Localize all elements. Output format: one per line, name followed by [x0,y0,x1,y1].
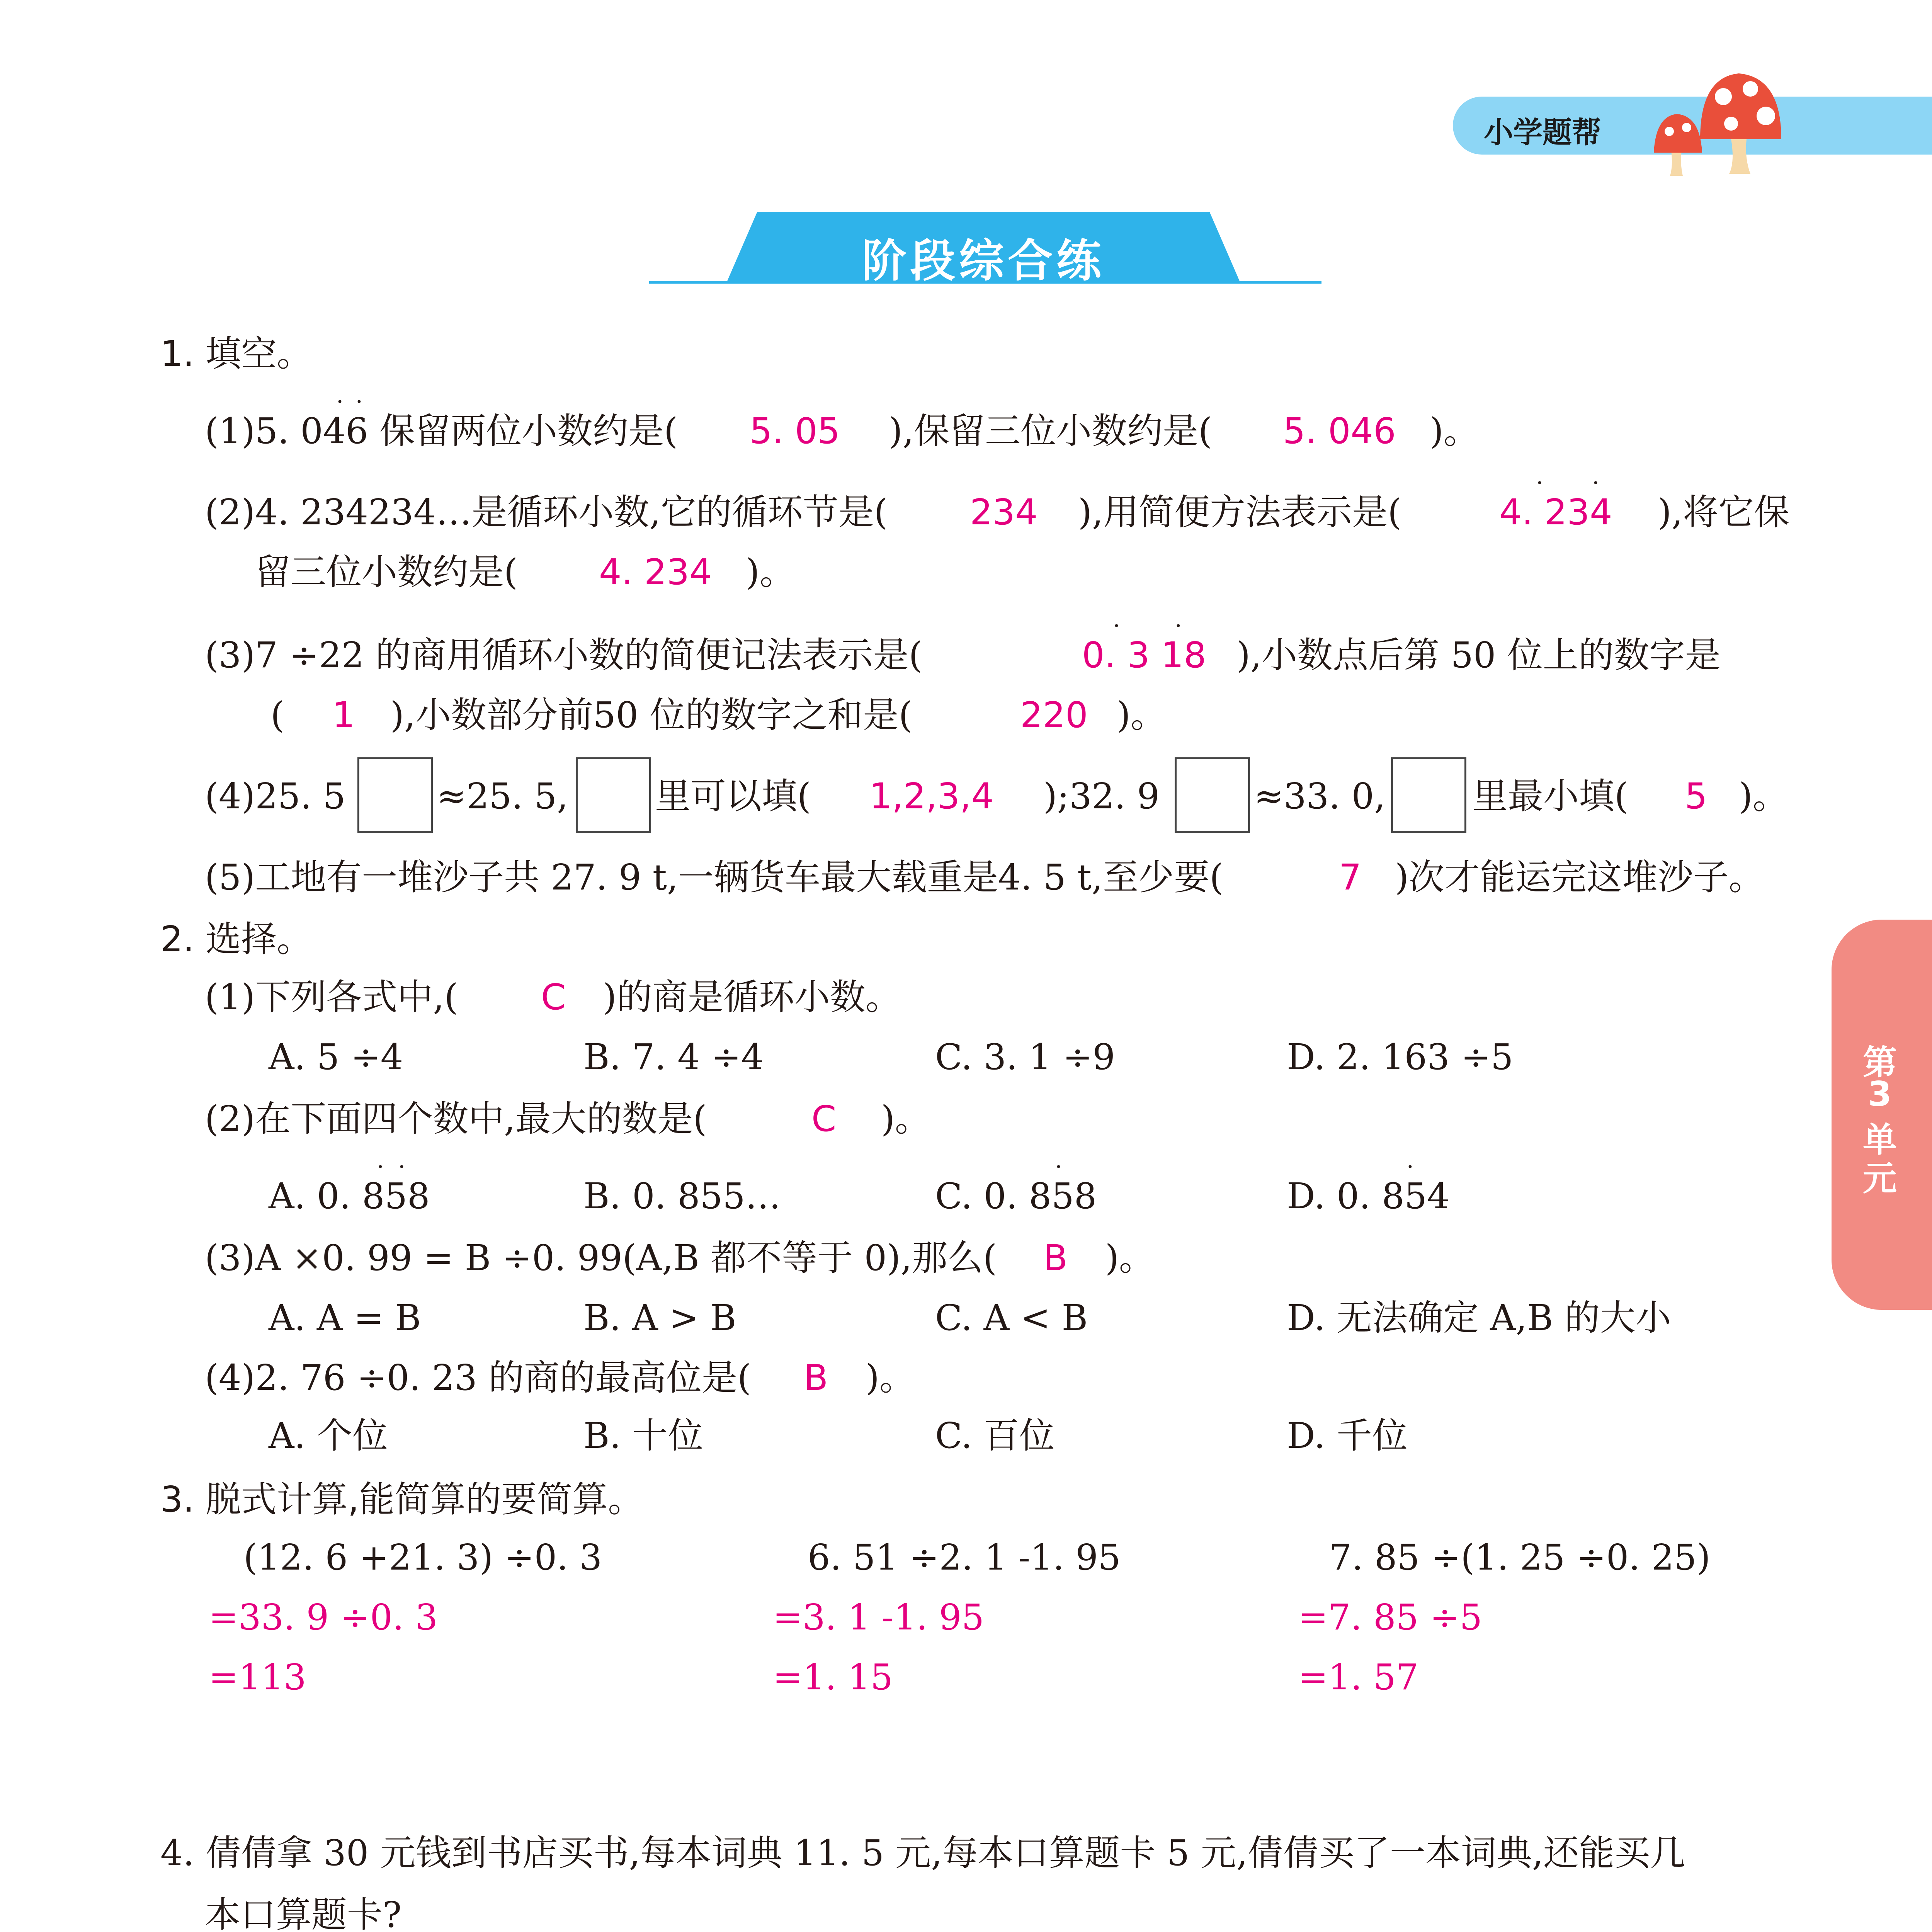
repeat-dot: · [377,1153,384,1180]
q1-p2-text: )。 [746,551,795,593]
q1-p2-text: ),用简便方法表示是( [1078,492,1402,533]
q1-p4-text: 里最小填( [1472,776,1628,817]
unit-tab-char: 单 [1862,1120,1897,1160]
option: B. A > B [583,1297,736,1338]
q1-p2-text: (2)4. 234234…是循环小数,它的循环节是( [205,492,888,533]
q1-p4-text: );32. 9 [1043,776,1160,817]
unit-tab-char: 第 [1862,1043,1897,1082]
q1-p3-text: ),小数点后第 50 位上的数字是 [1236,634,1721,676]
q2-p3-text: (3)A ×0. 99 = B ÷0. 99(A,B 都不等于 0),那么( [205,1237,997,1279]
answer-box [357,757,433,833]
q4-text: 4. 倩倩拿 30 元钱到书店买书,每本词典 11. 5 元,每本口算题卡 5 元,倩倩买了一本词典,还能买几 [160,1832,1686,1874]
q1-p4-text: 里可以填( [655,776,811,817]
q3-heading: 3. 脱式计算,能简算的要简算。 [160,1479,644,1520]
q1-p3-answer1: 0. 3 18 [1082,634,1206,676]
q1-p3-text: (3)7 ÷22 的商用循环小数的简便记法表示是( [205,634,923,676]
option: C. 百位 [935,1415,1055,1456]
repeat-dot: · [1113,612,1121,639]
repeat-dot: · [336,388,344,415]
option: D. 0. 854 [1287,1175,1450,1217]
option: D. 千位 [1287,1415,1408,1456]
q1-p4-text: )。 [1739,776,1788,817]
repeat-dot: · [1175,612,1182,639]
repeat-dot: · [398,1153,406,1180]
mushroom-icon [1634,62,1797,178]
unit-tab-char: 元 [1862,1158,1897,1198]
q3-expression: (12. 6 +21. 3) ÷0. 3 [243,1537,602,1578]
option: D. 2. 163 ÷5 [1287,1036,1514,1078]
brand-name: 小学题帮 [1484,115,1601,150]
q1-p4-text: ≈25. 5, [437,776,568,817]
q1-p4-text: ≈33. 0, [1254,776,1386,817]
repeat-dot: · [1592,469,1600,497]
q1-heading: 1. 填空。 [160,333,313,374]
answer-box [1175,757,1250,833]
option: A. 个位 [269,1415,388,1456]
answer-box [576,757,651,833]
q1-p1-text: (1)5. 046 保留两位小数约是( [205,410,678,452]
option: C. A < B [935,1297,1088,1338]
q1-p2-answer2: 4. 234 [1499,492,1612,533]
q1-p2-answer3: 4. 234 [599,551,712,593]
repeat-dot: · [1055,1153,1063,1180]
q3-step: =7. 85 ÷5 [1298,1597,1483,1638]
q2-p4-answer: B [804,1357,828,1398]
q1-p2-text: ),将它保 [1658,492,1790,533]
option: A. 5 ÷4 [269,1036,403,1078]
q1-p2-text: 留三位小数约是( [255,551,518,593]
q1-p1-text: )。 [1430,410,1479,452]
q2-p4-text: )。 [866,1357,915,1398]
unit-tab-char: 3 [1868,1074,1892,1114]
answer-box [1391,757,1466,833]
q3-step: =3. 1 -1. 95 [773,1597,985,1638]
q1-p5-text: )次才能运完这堆沙子。 [1395,857,1764,898]
q3-result: =1. 57 [1298,1656,1419,1698]
option: C. 0. 858 [935,1175,1097,1217]
repeat-dot: · [355,388,363,415]
q1-p4-answer2: 5 [1685,776,1708,817]
q4-text: 本口算题卡? [205,1894,402,1932]
q2-p4-text: (4)2. 76 ÷0. 23 的商的最高位是( [205,1357,751,1398]
q1-p1-answer1: 5. 05 [750,410,840,452]
q3-expression: 7. 85 ÷(1. 25 ÷0. 25) [1329,1537,1711,1578]
q1-p4-answer1: 1,2,3,4 [869,776,994,817]
option: B. 十位 [583,1415,704,1456]
q2-p2-text: )。 [881,1098,930,1139]
q1-p3-answer2: 1 [332,694,355,736]
q2-p3-answer: B [1043,1237,1068,1279]
q1-p4-text: (4)25. 5 [205,776,346,817]
q1-p5-text: (5)工地有一堆沙子共 27. 9 t,一辆货车最大载重是4. 5 t,至少要( [205,857,1224,898]
option: D. 无法确定 A,B 的大小 [1287,1297,1671,1338]
q1-p3-text: ),小数部分前50 位的数字之和是( [390,694,913,736]
page-title: 阶段综合练 [862,235,1105,287]
q2-p1-answer: C [541,976,566,1018]
q1-p3-answer3: 220 [1020,694,1088,736]
q3-expression: 6. 51 ÷2. 1 -1. 95 [808,1537,1121,1578]
option: C. 3. 1 ÷9 [935,1036,1116,1078]
q2-p1-text: (1)下列各式中,( [205,976,458,1018]
q1-p2-answer1: 234 [970,492,1038,533]
q2-p2-text: (2)在下面四个数中,最大的数是( [205,1098,707,1139]
q1-p1-text: ),保留三位小数约是( [889,410,1213,452]
q3-result: =113 [209,1656,306,1698]
q1-p3-text: )。 [1117,694,1166,736]
q3-result: =1. 15 [773,1656,893,1698]
q1-p5-answer: 7 [1339,857,1362,898]
option: A. 0. 858 [269,1175,430,1217]
option: B. 0. 855… [583,1175,781,1217]
repeat-dot: · [1536,469,1544,497]
q3-step: =33. 9 ÷0. 3 [209,1597,438,1638]
q2-heading: 2. 选择。 [160,918,313,960]
q1-p3-text: ( [270,694,284,736]
option: B. 7. 4 ÷4 [583,1036,764,1078]
q2-p1-text: )的商是循环小数。 [603,976,901,1018]
repeat-dot: · [1406,1153,1414,1180]
option: A. A = B [269,1297,421,1338]
q2-p2-answer: C [811,1098,837,1139]
q2-p3-text: )。 [1105,1237,1155,1279]
q1-p1-answer2: 5. 046 [1283,410,1396,452]
